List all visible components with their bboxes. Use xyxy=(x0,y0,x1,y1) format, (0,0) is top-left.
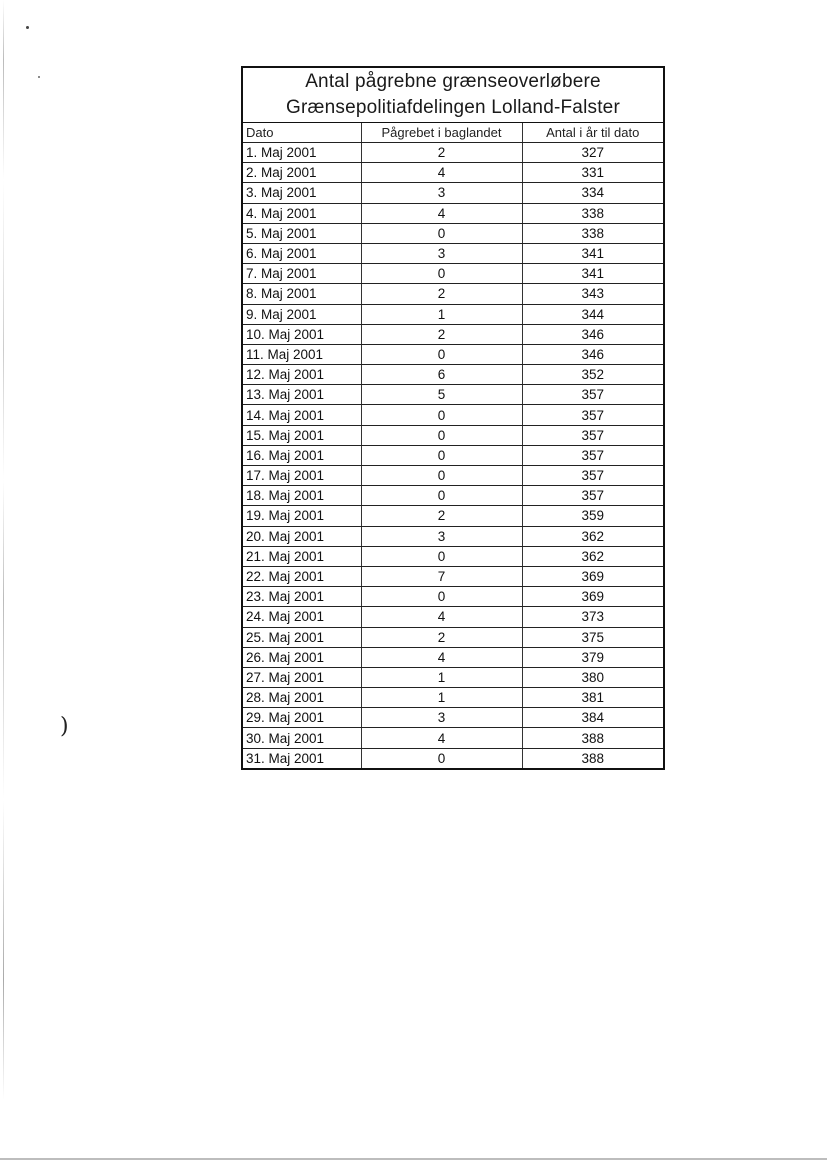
cell-pagrebet: 1 xyxy=(361,667,522,687)
margin-parenthesis: ) xyxy=(60,714,69,739)
cell-pagrebet: 5 xyxy=(361,385,522,405)
cell-dato: 4. Maj 2001 xyxy=(243,203,361,223)
cell-antal: 357 xyxy=(522,405,663,425)
cell-dato: 12. Maj 2001 xyxy=(243,365,361,385)
cell-dato: 3. Maj 2001 xyxy=(243,183,361,203)
cell-pagrebet: 4 xyxy=(361,607,522,627)
cell-antal: 334 xyxy=(522,183,663,203)
cell-antal: 380 xyxy=(522,667,663,687)
cell-pagrebet: 0 xyxy=(361,425,522,445)
table-row xyxy=(243,264,663,284)
cell-dato: 9. Maj 2001 xyxy=(243,304,361,324)
cell-pagrebet: 2 xyxy=(361,627,522,647)
table-row xyxy=(243,466,663,486)
scan-speck xyxy=(38,76,40,78)
cell-antal: 373 xyxy=(522,607,663,627)
table-row xyxy=(243,748,663,768)
cell-dato: 30. Maj 2001 xyxy=(243,728,361,748)
cell-pagrebet: 0 xyxy=(361,223,522,243)
cell-antal: 343 xyxy=(522,284,663,304)
cell-pagrebet: 0 xyxy=(361,344,522,364)
cell-antal: 357 xyxy=(522,445,663,465)
table-row xyxy=(243,506,663,526)
table-row xyxy=(243,445,663,465)
table-row xyxy=(243,385,663,405)
table-row xyxy=(243,284,663,304)
cell-antal: 369 xyxy=(522,587,663,607)
data-table-frame xyxy=(241,66,665,770)
column-header-antal: Antal i år til dato xyxy=(522,123,663,143)
table-header-row xyxy=(243,123,663,143)
cell-dato: 23. Maj 2001 xyxy=(243,587,361,607)
cell-pagrebet: 2 xyxy=(361,506,522,526)
cell-dato: 10. Maj 2001 xyxy=(243,324,361,344)
cell-antal: 344 xyxy=(522,304,663,324)
cell-antal: 379 xyxy=(522,647,663,667)
cell-dato: 27. Maj 2001 xyxy=(243,667,361,687)
cell-antal: 357 xyxy=(522,486,663,506)
cell-dato: 16. Maj 2001 xyxy=(243,445,361,465)
table-row xyxy=(243,425,663,445)
cell-antal: 362 xyxy=(522,546,663,566)
cell-dato: 19. Maj 2001 xyxy=(243,506,361,526)
table-row xyxy=(243,607,663,627)
cell-antal: 357 xyxy=(522,385,663,405)
cell-pagrebet: 6 xyxy=(361,365,522,385)
table-row xyxy=(243,223,663,243)
cell-pagrebet: 3 xyxy=(361,183,522,203)
cell-pagrebet: 4 xyxy=(361,728,522,748)
table-row xyxy=(243,708,663,728)
cell-dato: 17. Maj 2001 xyxy=(243,466,361,486)
table-row xyxy=(243,667,663,687)
cell-dato: 26. Maj 2001 xyxy=(243,647,361,667)
cell-dato: 5. Maj 2001 xyxy=(243,223,361,243)
cell-pagrebet: 4 xyxy=(361,163,522,183)
cell-dato: 29. Maj 2001 xyxy=(243,708,361,728)
column-header-pagrebet: Pågrebet i baglandet xyxy=(361,123,522,143)
column-header-dato: Dato xyxy=(243,123,361,143)
cell-pagrebet: 3 xyxy=(361,243,522,263)
cell-pagrebet: 0 xyxy=(361,587,522,607)
cell-dato: 22. Maj 2001 xyxy=(243,566,361,586)
table-row xyxy=(243,143,663,163)
table-row xyxy=(243,546,663,566)
table-subtitle: Grænsepolitiafdelingen Lolland-Falster xyxy=(286,97,620,118)
cell-antal: 384 xyxy=(522,708,663,728)
cell-pagrebet: 2 xyxy=(361,143,522,163)
cell-pagrebet: 4 xyxy=(361,647,522,667)
table-row xyxy=(243,566,663,586)
scan-speck xyxy=(26,26,29,29)
cell-pagrebet: 0 xyxy=(361,445,522,465)
table-row xyxy=(243,587,663,607)
cell-dato: 28. Maj 2001 xyxy=(243,688,361,708)
cell-pagrebet: 0 xyxy=(361,748,522,768)
table-body xyxy=(243,143,663,768)
table-title: Antal pågrebne grænseoverløbere xyxy=(305,71,601,92)
table-row xyxy=(243,324,663,344)
cell-pagrebet: 4 xyxy=(361,203,522,223)
data-table xyxy=(243,123,663,768)
table-row xyxy=(243,486,663,506)
cell-antal: 375 xyxy=(522,627,663,647)
cell-antal: 338 xyxy=(522,223,663,243)
cell-dato: 25. Maj 2001 xyxy=(243,627,361,647)
cell-antal: 357 xyxy=(522,466,663,486)
cell-antal: 341 xyxy=(522,243,663,263)
cell-antal: 331 xyxy=(522,163,663,183)
table-row xyxy=(243,688,663,708)
table-row xyxy=(243,344,663,364)
cell-pagrebet: 3 xyxy=(361,708,522,728)
cell-pagrebet: 0 xyxy=(361,486,522,506)
cell-dato: 21. Maj 2001 xyxy=(243,546,361,566)
table-row xyxy=(243,203,663,223)
cell-pagrebet: 1 xyxy=(361,304,522,324)
cell-dato: 14. Maj 2001 xyxy=(243,405,361,425)
cell-antal: 327 xyxy=(522,143,663,163)
scan-bottom-artifact xyxy=(0,1158,827,1160)
cell-dato: 1. Maj 2001 xyxy=(243,143,361,163)
cell-dato: 18. Maj 2001 xyxy=(243,486,361,506)
cell-antal: 352 xyxy=(522,365,663,385)
cell-antal: 346 xyxy=(522,324,663,344)
cell-dato: 7. Maj 2001 xyxy=(243,264,361,284)
cell-pagrebet: 2 xyxy=(361,284,522,304)
cell-antal: 341 xyxy=(522,264,663,284)
cell-pagrebet: 1 xyxy=(361,688,522,708)
scan-edge-artifact xyxy=(3,0,4,1163)
cell-pagrebet: 0 xyxy=(361,466,522,486)
cell-antal: 359 xyxy=(522,506,663,526)
cell-dato: 6. Maj 2001 xyxy=(243,243,361,263)
table-row xyxy=(243,728,663,748)
table-row xyxy=(243,163,663,183)
cell-antal: 357 xyxy=(522,425,663,445)
cell-antal: 369 xyxy=(522,566,663,586)
cell-dato: 11. Maj 2001 xyxy=(243,344,361,364)
table-row xyxy=(243,647,663,667)
cell-dato: 20. Maj 2001 xyxy=(243,526,361,546)
cell-pagrebet: 0 xyxy=(361,264,522,284)
cell-dato: 2. Maj 2001 xyxy=(243,163,361,183)
table-row xyxy=(243,627,663,647)
table-row xyxy=(243,243,663,263)
table-row xyxy=(243,304,663,324)
cell-dato: 31. Maj 2001 xyxy=(243,748,361,768)
cell-dato: 15. Maj 2001 xyxy=(243,425,361,445)
cell-dato: 13. Maj 2001 xyxy=(243,385,361,405)
cell-pagrebet: 7 xyxy=(361,566,522,586)
cell-dato: 8. Maj 2001 xyxy=(243,284,361,304)
cell-pagrebet: 0 xyxy=(361,546,522,566)
cell-pagrebet: 0 xyxy=(361,405,522,425)
cell-antal: 388 xyxy=(581,750,605,766)
cell-antal: 362 xyxy=(522,526,663,546)
cell-antal: 381 xyxy=(522,688,663,708)
cell-pagrebet: 3 xyxy=(361,526,522,546)
cell-antal: 388 xyxy=(522,728,663,748)
table-row xyxy=(243,365,663,385)
table-row xyxy=(243,526,663,546)
table-row xyxy=(243,183,663,203)
table-title-block xyxy=(243,68,663,123)
table-row xyxy=(243,405,663,425)
cell-antal: 346 xyxy=(522,344,663,364)
cell-pagrebet: 2 xyxy=(361,324,522,344)
cell-dato: 24. Maj 2001 xyxy=(243,607,361,627)
cell-antal: 338 xyxy=(522,203,663,223)
